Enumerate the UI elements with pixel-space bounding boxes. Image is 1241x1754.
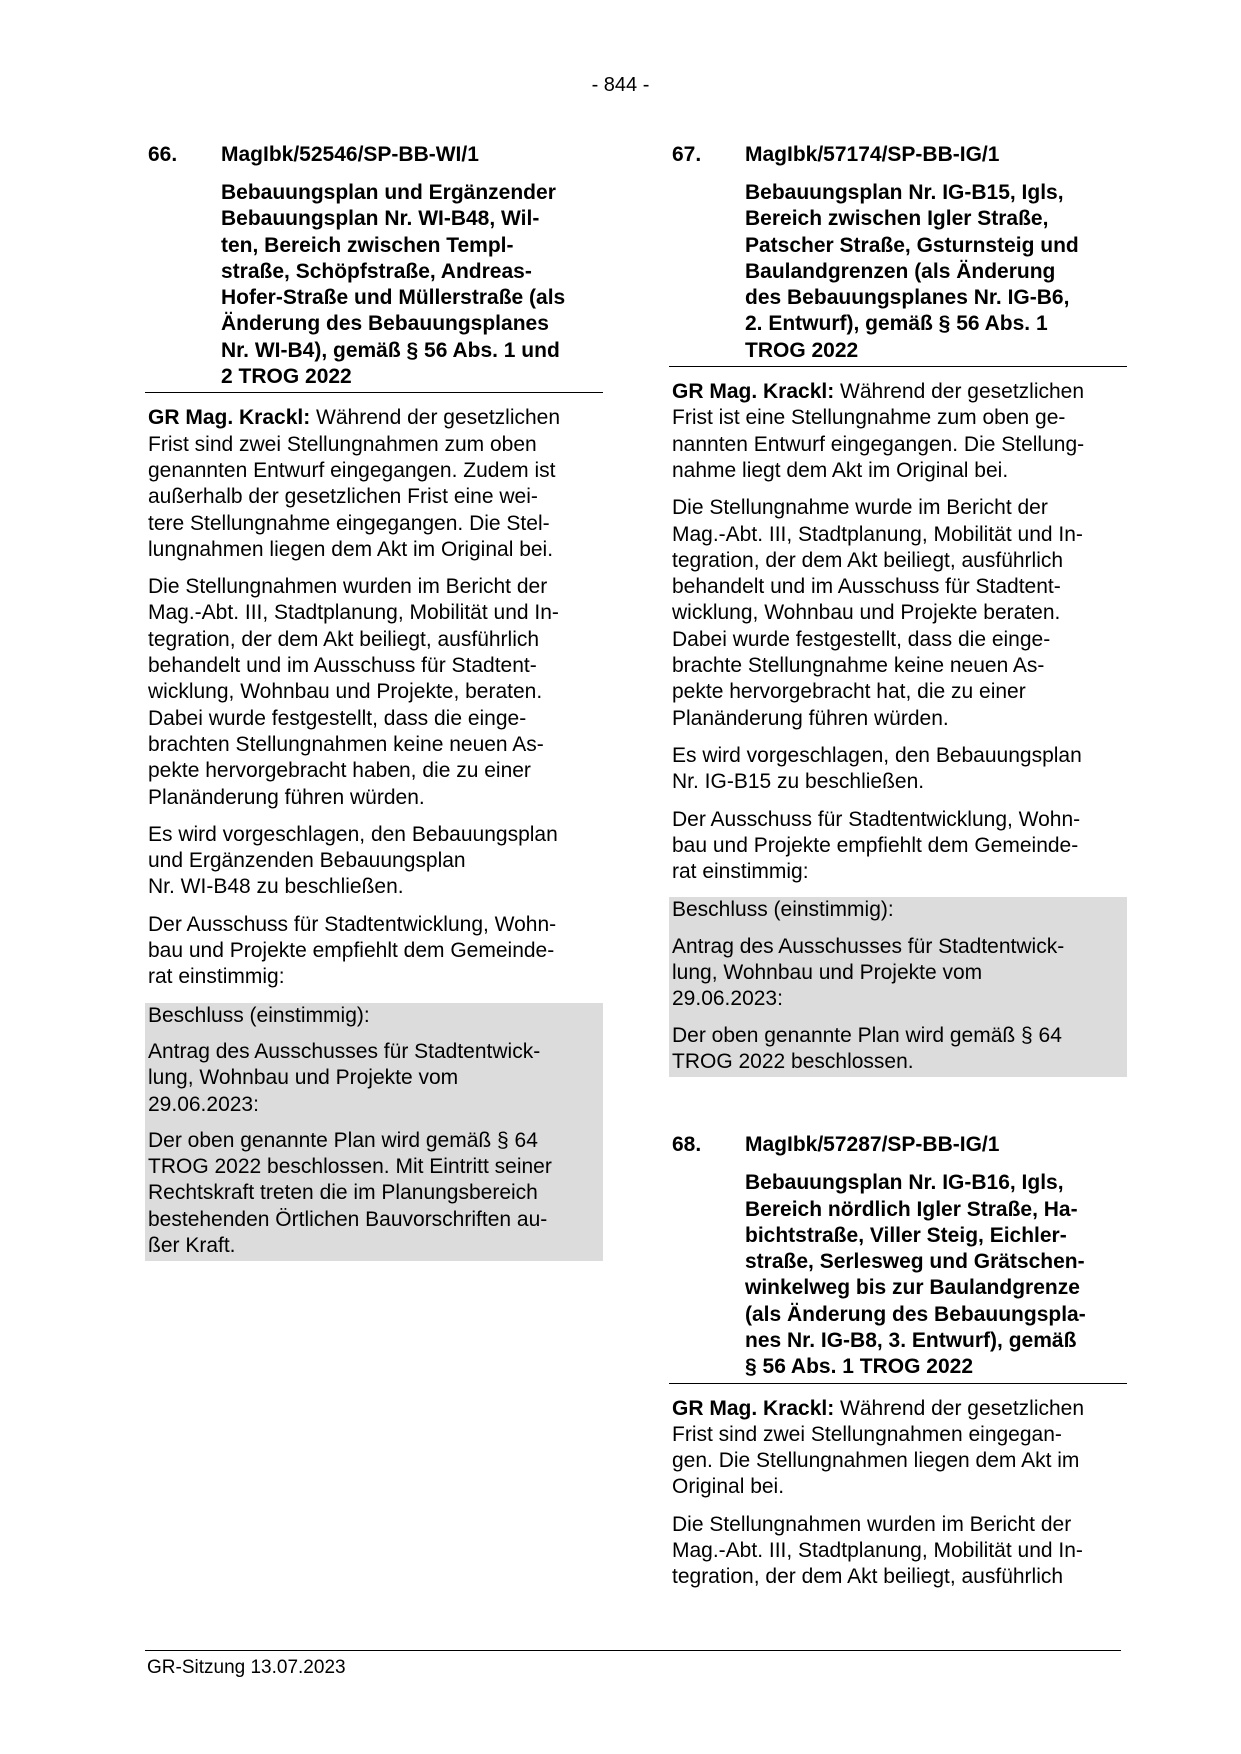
title-line: Bereich nördlich Igler Straße, Ha- — [745, 1197, 1078, 1221]
item-body — [669, 379, 1127, 885]
paragraph: Die Stellungnahmen wurden im Bericht der Mag.-Abt. III, Stadtplanung, Mobilität und In- tegration, der dem Akt beiliegt, ausführlich — [672, 1512, 1083, 1589]
item-reference: MagIbk/57174/SP-BB-IG/1 — [745, 143, 1000, 166]
right-column — [669, 142, 1127, 1591]
footer-session-date: GR-Sitzung 13.07.2023 — [147, 1657, 346, 1678]
paragraph: Es wird vorgeschlagen, den Bebauungsplan Nr. IG-B15 zu beschließen. — [672, 743, 1082, 794]
paragraph: Der Ausschuss für Stadtentwicklung, Wohn- bau und Projekte empfiehlt dem Gemeinde- rat einstimmig: — [672, 807, 1081, 884]
speaker-name: GR Mag. Krackl: — [672, 380, 835, 404]
item-body — [145, 405, 603, 990]
title-line: 2 TROG 2022 — [221, 365, 352, 389]
title-line: Baulandgrenzen (als Änderung — [745, 259, 1056, 283]
speaker-name: GR Mag. Krackl: — [672, 1396, 835, 1420]
title-line: nes Nr. IG-B8, 3. Entwurf), gemäß — [745, 1328, 1077, 1352]
title-line: Bebauungsplan Nr. IG-B15, Igls, — [745, 181, 1064, 204]
title-line: Bebauungsplan und Ergänzender — [221, 181, 556, 204]
footer-divider — [145, 1650, 1121, 1651]
paragraph: GR Mag. Krackl: Während der gesetzlichen Frist sind zwei Stellungnahmen zum oben genannten Entwurf eingegangen. Zudem ist außerhalb der gesetzlichen Frist eine wei- tere Stellungnahme eingegangen. Die Stel- lungnahmen liegen dem Akt im Original bei. — [148, 406, 561, 561]
title-line: § 56 Abs. 1 TROG 2022 — [745, 1355, 973, 1379]
title-line: straße, Schöpfstraße, Andreas- — [221, 259, 532, 283]
title-line: Bebauungsplan Nr. IG-B16, Igls, — [745, 1171, 1064, 1195]
item-body — [669, 1396, 1127, 1591]
decision-box — [145, 1003, 603, 1262]
decision-heading: Beschluss (einstimmig): — [148, 1003, 370, 1027]
title-line: TROG 2022 — [745, 338, 859, 362]
item-heading — [669, 142, 1127, 168]
item-title — [745, 1170, 1127, 1380]
section-divider — [145, 392, 603, 393]
title-line: ten, Bereich zwischen Templ- — [221, 233, 514, 257]
section-divider — [669, 1383, 1127, 1384]
paragraph: GR Mag. Krackl: Während der gesetzlichen Frist ist eine Stellungnahme zum oben ge- nannten Entwurf eingegangen. Die Stellung- nahme liegt dem Akt im Original bei. — [672, 380, 1085, 482]
decision-heading: Beschluss (einstimmig): — [672, 898, 894, 922]
item-title — [221, 180, 603, 390]
title-line: des Bebauungsplanes Nr. IG-B6, — [745, 286, 1070, 310]
title-line: straße, Serlesweg und Grätschen- — [745, 1250, 1085, 1274]
item-title — [745, 180, 1127, 364]
title-line: 2. Entwurf), gemäß § 56 Abs. 1 — [745, 312, 1048, 336]
decision-box — [669, 897, 1127, 1077]
item-number: 67. — [672, 143, 702, 166]
title-line: winkelweg bis zur Baulandgrenze — [745, 1276, 1080, 1300]
title-line: Nr. WI-B4), gemäß § 56 Abs. 1 und — [221, 338, 560, 362]
title-line: Hofer-Straße und Müllerstraße (als — [221, 286, 566, 310]
section-divider — [669, 366, 1127, 367]
paragraph: Die Stellungnahme wurde im Bericht der Mag.-Abt. III, Stadtplanung, Mobilität und In- tegration, der dem Akt beiliegt, ausführlich behandelt und im Ausschuss für Stadtent- wicklung, Wohnbau und Projekte beraten. Dabei wurde festgestellt, dass die einge- brachte Stellungnahme keine neuen As- pekte hervorgebracht hat, die zu einer Planänderung führen würden. — [672, 496, 1083, 730]
title-line: Bebauungsplan Nr. WI-B48, Wil- — [221, 207, 540, 231]
page-number: - 844 - — [591, 74, 650, 96]
speaker-name: GR Mag. Krackl: — [148, 406, 311, 430]
item-reference: MagIbk/57287/SP-BB-IG/1 — [745, 1133, 1000, 1157]
agenda-item-67 — [669, 142, 1127, 1077]
paragraph: Es wird vorgeschlagen, den Bebauungsplan und Ergänzenden Bebauungsplan Nr. WI-B48 zu beschließen. — [148, 822, 558, 899]
paragraph: Antrag des Ausschusses für Stadtentwick- lung, Wohnbau und Projekte vom 29.06.2023: — [672, 934, 1065, 1011]
title-line: Bereich zwischen Igler Straße, — [745, 207, 1049, 231]
item-number: 68. — [672, 1133, 702, 1157]
paragraph: GR Mag. Krackl: Während der gesetzlichen Frist sind zwei Stellungnahmen eingegan- gen. Die Stellungnahmen liegen dem Akt im Original bei. — [672, 1396, 1085, 1499]
paragraph: Der oben genannte Plan wird gemäß § 64 TROG 2022 beschlossen. Mit Eintritt seiner Rechtskraft treten die im Planungsbereich bestehenden Örtlichen Bauvorschriften au- ßer Kraft. — [148, 1128, 552, 1257]
item-heading — [145, 142, 603, 168]
title-line: (als Änderung des Bebauungspla- — [745, 1302, 1086, 1326]
paragraph: Der Ausschuss für Stadtentwicklung, Wohn- bau und Projekte empfiehlt dem Gemeinde- rat einstimmig: — [148, 912, 557, 989]
agenda-item-66 — [145, 142, 603, 1261]
item-number: 66. — [148, 143, 178, 166]
item-heading — [669, 1132, 1127, 1158]
item-reference: MagIbk/52546/SP-BB-WI/1 — [221, 143, 479, 166]
title-line: Änderung des Bebauungsplanes — [221, 312, 549, 336]
agenda-item-68 — [669, 1132, 1127, 1590]
left-column — [145, 142, 603, 1261]
paragraph: Der oben genannte Plan wird gemäß § 64 TROG 2022 beschlossen. — [672, 1023, 1062, 1073]
paragraph: Die Stellungnahmen wurden im Bericht der Mag.-Abt. III, Stadtplanung, Mobilität und In- tegration, der dem Akt beiliegt, ausführlich behandelt und im Ausschuss für Stadtent- wicklung, Wohnbau und Projekte, beraten. Dabei wurde festgestellt, dass die einge- brachten Stellungnahmen keine neuen As- pekte hervorgebracht haben, die zu einer Planänderung führen würden. — [148, 575, 559, 809]
paragraph: Antrag des Ausschusses für Stadtentwick- lung, Wohnbau und Projekte vom 29.06.2023: — [148, 1039, 541, 1116]
title-line: bichtstraße, Viller Steig, Eichler- — [745, 1223, 1067, 1247]
title-line: Patscher Straße, Gsturnsteig und — [745, 233, 1079, 257]
